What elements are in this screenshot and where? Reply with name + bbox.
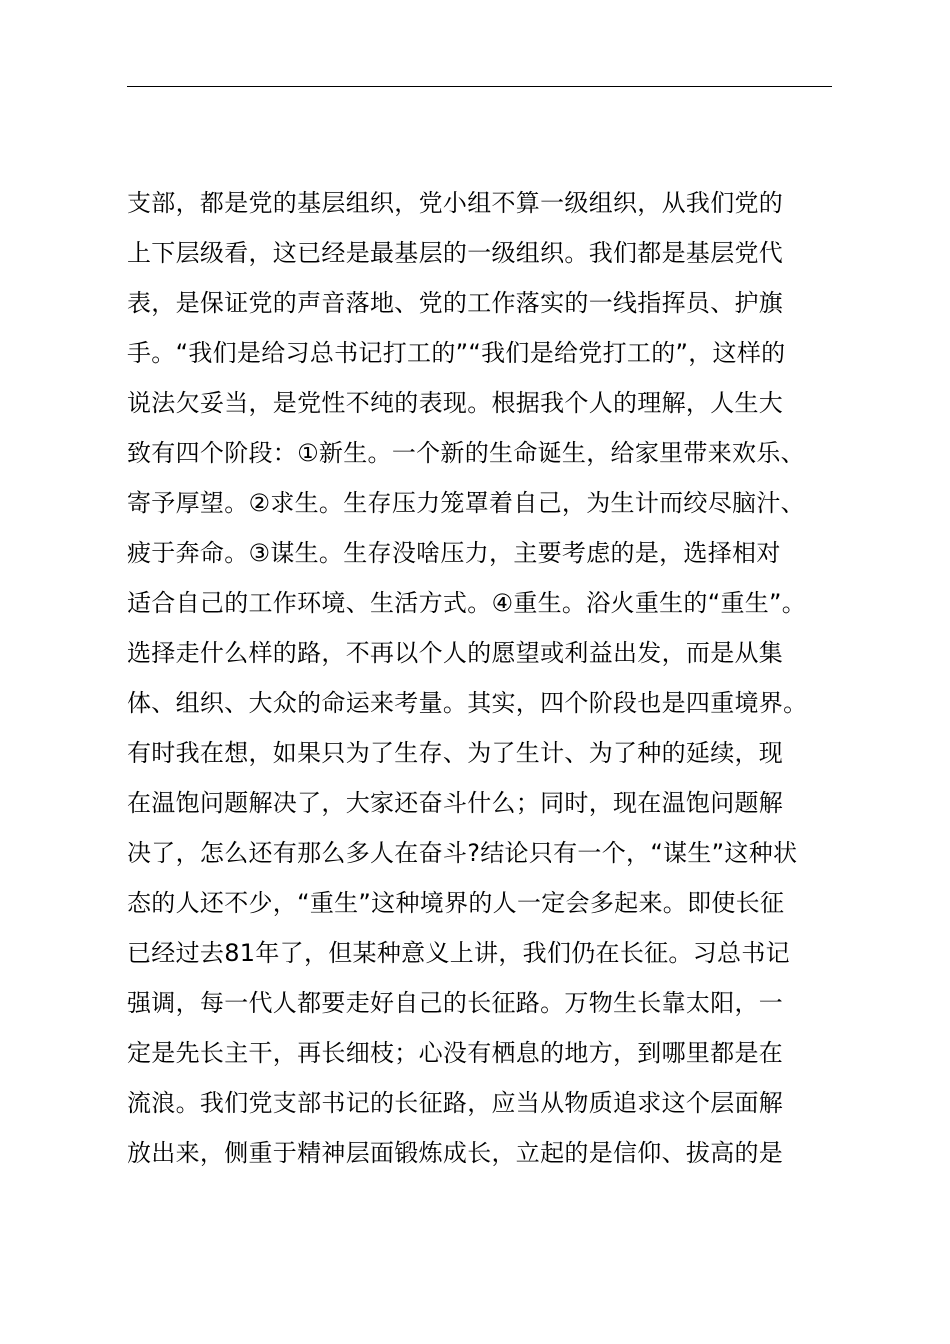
text-line: 手。“我们是给习总书记打工的”“我们是给党打工的”，这样的 — [127, 339, 786, 367]
header-rule — [127, 86, 832, 87]
text-line: 流浪。我们党支部书记的长征路，应当从物质追求这个层面解 — [127, 1089, 784, 1117]
text-line: 选择走什么样的路，不再以个人的愿望或利益出发，而是从集 — [127, 639, 784, 667]
text-line: 表，是保证党的声音落地、党的工作落实的一线指挥员、护旗 — [127, 289, 784, 317]
text-line: 态的人还不少，“重生”这种境界的人一定会多起来。即使长征 — [127, 889, 785, 917]
text-line: 定是先长主干，再长细枝；心没有栖息的地方，到哪里都是在 — [127, 1039, 784, 1067]
text-line: 上下层级看，这已经是最基层的一级组织。我们都是基层党代 — [127, 239, 784, 267]
text-line: 体、组织、大众的命运来考量。其实，四个阶段也是四重境界。 — [127, 689, 808, 717]
text-line: 致有四个阶段：①新生。一个新的生命诞生，给家里带来欢乐、 — [127, 439, 805, 467]
body-paragraph — [127, 182, 847, 1182]
text-line: 已经过去81年了，但某种意义上讲，我们仍在长征。习总书记 — [127, 939, 790, 967]
text-line: 有时我在想，如果只为了生存、为了生计、为了种的延续，现 — [127, 739, 784, 767]
text-line: 放出来，侧重于精神层面锻炼成长，立起的是信仰、拔高的是 — [127, 1139, 784, 1167]
text-line: 支部，都是党的基层组织，党小组不算一级组织，从我们党的 — [127, 189, 784, 217]
text-line: 强调，每一代人都要走好自己的长征路。万物生长靠太阳，一 — [127, 989, 784, 1017]
text-line: 在温饱问题解决了，大家还奋斗什么；同时，现在温饱问题解 — [127, 789, 784, 817]
text-line: 寄予厚望。②求生。生存压力笼罩着自己，为生计而绞尽脑汁、 — [127, 489, 805, 517]
text-line: 决了，怎么还有那么多人在奋斗?结论只有一个，“谋生”这种状 — [127, 839, 798, 867]
text-line: 疲于奔命。③谋生。生存没啥压力，主要考虑的是，选择相对 — [127, 539, 781, 567]
text-line: 说法欠妥当，是党性不纯的表现。根据我个人的理解，人生大 — [127, 389, 784, 417]
text-line: 适合自己的工作环境、生活方式。④重生。浴火重生的“重生”。 — [127, 589, 807, 617]
